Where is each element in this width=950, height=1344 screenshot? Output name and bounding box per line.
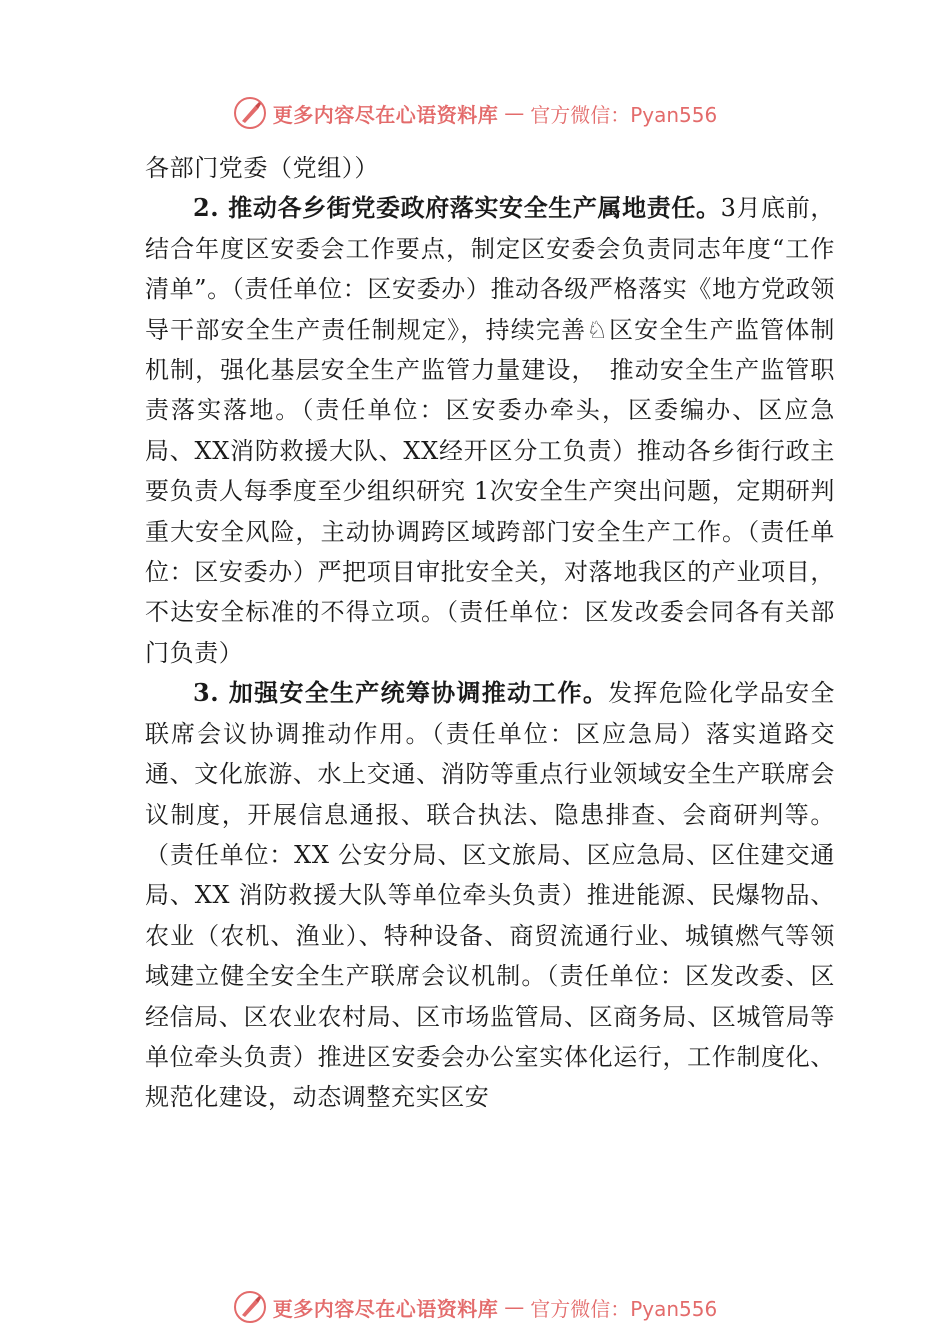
watermark-id-text: 官方微信：Pyan556 [530, 102, 718, 127]
watermark-main-text: 更多内容尽在心语资料库 [272, 1296, 499, 1321]
pen-logo-icon [233, 96, 267, 130]
paragraph-heading: 2. 推动各乡街党委政府落实安全生产属地责任。 [193, 193, 721, 223]
pen-logo-icon [233, 1290, 267, 1324]
watermark-id-text: 官方微信：Pyan556 [530, 1296, 718, 1321]
paragraph-item-3 [145, 673, 835, 1117]
paragraph-heading: 3. 加强安全生产统筹协调推动工作。 [193, 678, 609, 708]
paragraph-body: 发挥危险化学品安全联席会议协调推动作用。（责任单位：区应急局）落实道路交通、文化旅游、水上交通、消防等重点行业领域安全生产联席会议制度，开展信息通报、联合执法、隐患排查、会商研判等。（责任单位：XX 公安分局、区文旅局、区应急局、区住建交通局、XX 消防救援大队等单位牵头负责）推进能源、民爆物品、农业（农机、渔业）、特种设备、商贸流通行业、城镇燃气等领域建立健全安全生产联席会议机制。（责任单位：区发改委、区经信局、区农业农村局、区市场监管局、区商务局、区城管局等单位牵头负责）推进区安委会办公室实体化运行，工作制度化、规范化建设，动态调整充实区安 [145, 679, 835, 1112]
paragraph-body: 各部门党委（党组）） [145, 154, 379, 182]
header-watermark [0, 96, 950, 130]
watermark-main-text: 更多内容尽在心语资料库 [272, 102, 499, 127]
paragraph-item-2 [145, 188, 835, 673]
footer-watermark [0, 1290, 950, 1324]
watermark-separator: — [504, 101, 525, 125]
watermark-separator: — [504, 1295, 525, 1319]
paragraph-continuation [145, 148, 835, 188]
document-body [145, 148, 835, 1118]
paragraph-body: 3月底前，结合年度区安委会工作要点，制定区安委会负责同志年度“工作清单”。（责任单位：区安委办）推动各级严格落实《地方党政领导干部安全生产责任制规定》，持续完善♘区安全生产监管体制机制，强化基层安全生产监管力量建设， 推动安全生产监管职责落实落地。（责任单位：区安委办牵头，区委编办、区应急局、XX消防救援大队、XX经开区分工负责）推动各乡街行政主要负责人每季度至少组织研究 1次安全生产突出问题，定期研判重大安全风险，主动协调跨区域跨部门安全生产工作。（责任单位：区安委办）严把项目审批安全关，对落地我区的产业项目，不达安全标准的不得立项。（责任单位：区发改委会同各有关部门负责） [145, 194, 835, 667]
